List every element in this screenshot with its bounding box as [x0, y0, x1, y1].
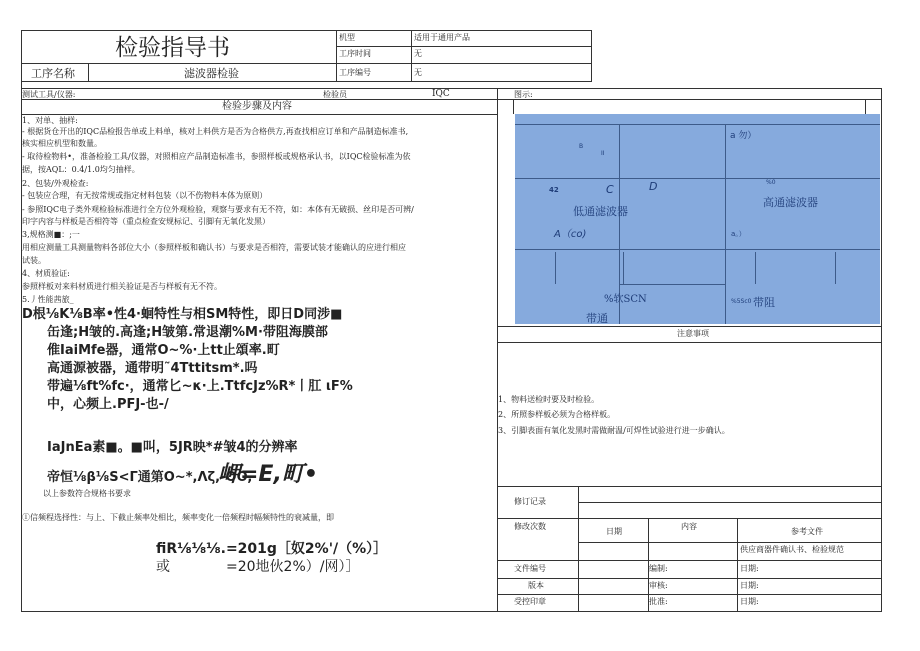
- model-label: 机型: [339, 33, 355, 42]
- diagram-label: 42: [549, 186, 559, 194]
- diagram-label: a 勿）: [730, 131, 757, 141]
- doc-number-label: 文件编号: [514, 564, 546, 573]
- filter-diagram: [515, 114, 880, 324]
- step-line: 2、包装/外观检查:: [22, 179, 89, 188]
- step-line: 5.丿性能茜旅_: [22, 295, 74, 304]
- lowpass-label: 低通滤波器: [573, 205, 628, 218]
- ocr-line: 中，心频上.PFJ-也-/: [47, 397, 169, 412]
- step-line: 试装。: [22, 256, 46, 265]
- reviewed-by-label: 审核:: [649, 581, 668, 590]
- note-item: 2、所照参样板必须为合格样板。: [498, 410, 616, 419]
- step-line: 3,规格测■：;一: [22, 230, 80, 239]
- notes-heading-rule: [497, 342, 881, 343]
- control-stamp-label: 受控印章: [514, 597, 546, 606]
- ocr-line-tail: 岬=E,町•: [218, 462, 318, 487]
- inspector-value: IQC: [432, 89, 450, 99]
- step-line: 用相应测量工具测量物料各部位大小（参照样板和确认书）与要求是否相符，需要试装才能确认的应进行相应: [22, 243, 406, 252]
- compile-date-label: 日期:: [740, 564, 759, 573]
- process-no-label: 工序编号: [339, 68, 371, 77]
- ocr-line: 倠IaiMfe器，通常O~%·上tt止頌率.町: [47, 343, 280, 358]
- step-line: 核实相应机型和数量。: [22, 139, 102, 148]
- revision-content-label: 内容: [681, 522, 697, 531]
- tools-label: 测试工具/仪器:: [22, 90, 76, 99]
- formula-2: =20地伙2%）/网）］: [226, 559, 360, 575]
- step-line: - 根据货仓开出的IQC品检报告单或上料单，核对上料供方是否为合格供方,再查找相应订单和产品制造标准书,: [22, 127, 409, 136]
- ocr-line: 高通源被器，通带明˜4Tttitsm*.吗: [47, 361, 258, 376]
- bandpass-label: 带通: [586, 312, 608, 325]
- process-name-label: 工序名称: [31, 67, 75, 80]
- ocr-line: 缶逢;H皱的.高逢;H皱第.常退潮%M·带阻海膜部: [47, 325, 328, 340]
- reference-file-value: 供应商器件确认书、检验规范: [740, 545, 844, 554]
- revision-record-label: 修订记录: [514, 497, 546, 506]
- process-name-value: 滤波器检验: [184, 67, 239, 80]
- doc-title: 检验指导书: [115, 35, 230, 61]
- ocr-line: 帝恒⅛β⅛S<Γ通第O~*,Λζ,-OO,: [47, 470, 253, 485]
- approve-date-label: 日期:: [740, 597, 759, 606]
- diagram-label: II: [601, 150, 605, 157]
- freq-select-text: ①信频程选择性：与上、下截止频率处相比，频率变化一倍频程时幅频特性的衰减量，即: [22, 513, 334, 522]
- step-line: 1、对单、抽样:: [22, 116, 78, 125]
- revision-date-label: 日期: [606, 527, 622, 536]
- process-no-value: 无: [414, 68, 422, 77]
- step-line: 4、材质验证:: [22, 269, 70, 278]
- reference-file-label: 参考文件: [791, 527, 823, 536]
- bandpass-number: %软SCN: [604, 294, 647, 305]
- review-date-label: 日期:: [740, 581, 759, 590]
- diagram-label: A（co): [554, 229, 587, 240]
- process-time-label: 工序时间: [339, 49, 371, 58]
- approved-by-label: 批准:: [649, 597, 668, 606]
- ocr-line: 带遍⅛ft%fc·，通常匕~κ·上.TtfcJz%R*丨肛 ιF%: [47, 379, 353, 394]
- diagram-label: D: [649, 180, 658, 193]
- notes-top-rule: [497, 326, 881, 327]
- step-line: 参照样板对来料材质进行相关验证是否与样板有无不符。: [22, 282, 222, 291]
- ocr-line: IaJnEa素■。■叫，5JR映*#皱4的分辨率: [47, 440, 298, 455]
- diagram-label: %0: [766, 179, 776, 186]
- inspector-label: 检验员: [323, 90, 347, 99]
- version-label: 版本: [528, 581, 544, 590]
- note-item: 3、引脚表面有氧化发黑时需做耐温/可焊性试验进行进一步确认。: [498, 426, 730, 435]
- formula-2-or: 或: [156, 559, 170, 575]
- bandstop-number: %5Sc0: [731, 298, 752, 305]
- diagram-label: C: [606, 183, 614, 196]
- step-line: - 参照IQC电子类外观检验标准进行全方位外观检验，观察与要求有无不符，如：本体有无破损、丝印是否可辨/: [22, 205, 414, 214]
- step-line: 据，按AQL：0.4/1.0均匀抽样。: [22, 165, 140, 174]
- ocr-line: D根⅛K⅛B率•性4·蛔特性与相SM特性，即日D同涉■: [22, 307, 343, 322]
- step-line: - 包装应合理，有无按常规或指定材料包装（以不伤物料本体为原则）: [22, 191, 268, 200]
- compiled-by-label: 编制:: [649, 564, 668, 573]
- steps-heading: 检验步骤及内容: [222, 101, 292, 112]
- revision-count-label: 修改次数: [514, 522, 546, 531]
- notes-heading: 注意事项: [677, 329, 709, 338]
- step-line: 印字内容与样板是否相符等（重点检查安规标记、引脚有无氧化发黑）: [22, 217, 270, 226]
- note-item: 1、物料送检时要及时检验。: [498, 395, 600, 404]
- highpass-label: 高通滤波器: [763, 196, 818, 209]
- diagram-label: B: [579, 143, 584, 150]
- process-time-value: 无: [414, 49, 422, 58]
- formula-1: fiR⅛⅛⅛.=201g［奴2%'/（%）］: [156, 541, 388, 557]
- model-value: 适用于通用产品: [414, 33, 470, 42]
- bandstop-label: 带阻: [753, 296, 775, 309]
- step-line: - 取待检物料•，准备检验工具/仪器，对照相应产品制造标准书，参照样板或规格承认书，以IQC检验标准为依: [22, 152, 411, 161]
- diagram-label: a。）: [731, 230, 746, 238]
- figure-label: 图示:: [514, 90, 533, 99]
- note-ref: 以上参数符合规格书要求: [43, 489, 131, 498]
